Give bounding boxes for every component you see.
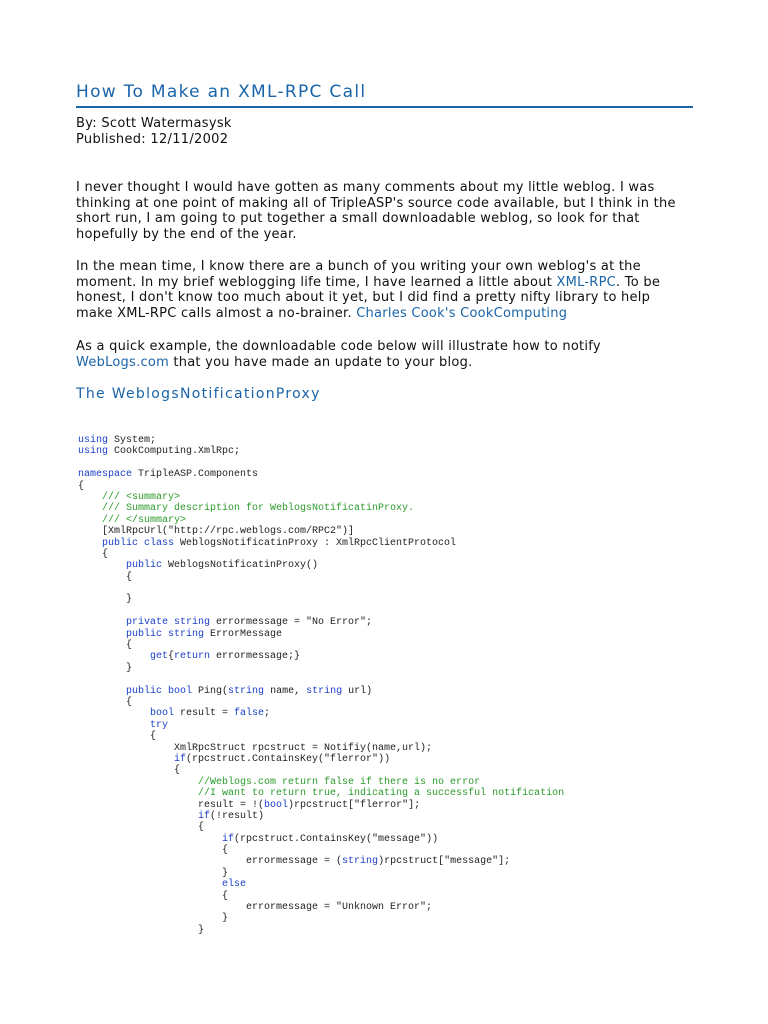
code-text: } [78,594,133,606]
code-keyword: if [78,753,187,765]
code-line [78,583,564,594]
article-title: How To Make an XML-RPC Call [76,82,367,102]
code-line [78,651,564,662]
code-text: { [78,640,133,652]
code-keyword: using [78,446,109,458]
code-text: Ping( [192,685,229,697]
paragraph-line [76,355,726,371]
code-text: } [78,867,229,879]
xml-rpc-link[interactable]: XML-RPC [556,274,616,290]
code-line [78,800,564,811]
code-text: { [78,571,133,583]
code-text: XmlRpcStruct rpcstruct = Notifiy(name,url); [78,742,433,754]
code-text: (rpcstruct.ContainsKey("flerror")) [186,753,391,765]
code-text: { [78,845,229,857]
code-keyword: private string [78,617,211,629]
code-line [78,868,564,879]
code-text: TripleASP.Components [132,469,259,481]
code-keyword: get [78,651,169,663]
code-line [78,788,564,799]
code-text: { [78,822,205,834]
code-text: result = !( [78,799,265,811]
code-text: { [78,731,157,743]
code-line [78,458,564,469]
code-comment: /// </summary> [78,514,187,526]
code-text: } [78,662,133,674]
code-line [78,446,564,457]
paragraph-example [76,339,726,370]
code-line [78,526,564,537]
code-line [78,629,564,640]
paragraph-line: hopefully by the end of the year. [76,227,297,243]
code-text: result = [174,708,235,720]
code-line [78,777,564,788]
code-text: { [168,651,175,663]
code-line [78,731,564,742]
code-line [78,925,564,936]
code-text: ErrorMessage [204,628,283,640]
code-comment: /// Summary description for WeblogsNotificatinProxy. [78,503,415,515]
code-line [78,435,564,446]
code-keyword: else [78,879,247,891]
code-line [78,720,564,731]
paragraph-line: I never thought I would have gotten as many comments about my little weblog. I was [76,180,655,195]
code-text: WeblogsNotificatinProxy() [162,560,319,572]
paragraph-xmlrpc [76,259,726,322]
code-text: errormessage;} [210,651,301,663]
code-keyword: try [78,719,169,731]
paragraph-line: In the mean time, I know there are a bunch of you writing your own weblog's at the [76,259,641,274]
code-line [78,492,564,503]
code-line [78,811,564,822]
code-keyword: bool [264,799,289,811]
code-line [78,674,564,685]
code-line [78,845,564,856]
code-text: { [78,696,133,708]
code-line [78,697,564,708]
code-line [78,663,564,674]
code-line [78,481,564,492]
section-heading: The WeblogsNotificationProxy [76,386,321,402]
weblogs-link[interactable]: WebLogs.com [76,354,169,370]
code-line [78,515,564,526]
code-text: System; [108,435,157,446]
code-text: (rpcstruct.ContainsKey("message")) [234,833,439,845]
code-line [78,879,564,890]
code-text: } [78,913,229,925]
code-line [78,606,564,617]
code-text: )rpcstruct["message"]; [378,856,511,868]
code-keyword: bool [78,708,175,720]
cookcomputing-link[interactable]: Charles Cook's CookComputing [356,306,568,322]
code-text: ; [264,708,271,720]
code-listing [78,435,564,936]
title-divider [76,106,693,108]
paragraph-line: thinking at one point of making all of TripleASP's source code available, but I think in the [76,195,676,211]
code-line [78,834,564,845]
code-line [78,743,564,754]
code-text: } [78,924,205,936]
code-line [78,754,564,765]
author-line: By: Scott Watermasysk [76,116,232,131]
code-line [78,913,564,924]
code-line [78,902,564,913]
code-text: { [78,890,229,902]
code-text: { [78,480,85,492]
code-line [78,686,564,697]
code-line [78,538,564,549]
code-keyword: if [78,833,235,845]
paragraph-text: moment. In my brief weblogging life time, I have learned a little about [76,274,557,290]
code-keyword: public class [78,537,175,549]
code-keyword: false [234,708,265,720]
code-keyword: public [78,560,163,572]
code-comment: //I want to return true, indicating a successful notification [78,788,565,800]
paragraph-text: . To be [615,274,661,290]
code-line [78,765,564,776]
code-text: (!result) [210,810,265,822]
code-keyword: if [78,810,211,822]
code-keyword: string [306,685,343,697]
paragraph-line: short run, I am going to put together a small downloadable weblog, so look for that [76,211,640,227]
article-meta [76,116,232,148]
paragraph-line: As a quick example, the downloadable code below will illustrate how to notify [76,339,601,354]
code-keyword: public bool [78,685,193,697]
code-line [78,549,564,560]
code-text: { [78,548,109,560]
code-text: errormessage = "No Error"; [210,617,373,629]
code-keyword: return [174,651,211,663]
code-line [78,572,564,583]
code-comment: /// <summary> [78,491,181,503]
paragraph-line [76,275,726,291]
code-keyword: string [342,856,379,868]
paragraph-line: honest, I don't know too much about it yet, but I did find a pretty nifty library to help [76,290,651,306]
code-line [78,822,564,833]
code-text: errormessage = ( [78,856,343,868]
code-keyword: namespace [78,469,133,481]
paragraph-intro [76,180,726,243]
code-text: CookComputing.XmlRpc; [108,446,241,458]
code-line [78,503,564,514]
code-text: name, [264,685,307,697]
code-text: url) [342,685,373,697]
code-line [78,891,564,902]
code-keyword: public string [78,628,205,640]
code-line [78,469,564,480]
code-line [78,856,564,867]
code-line [78,560,564,571]
code-keyword: using [78,435,109,446]
code-keyword: string [228,685,265,697]
code-comment: //Weblogs.com return false if there is no error [78,776,481,788]
code-line [78,594,564,605]
code-text: [XmlRpcUrl("http://rpc.weblogs.com/RPC2")] [78,526,355,538]
code-text: WeblogsNotificatinProxy : XmlRpcClientProtocol [174,537,457,549]
code-text: errormessage = "Unknown Error"; [78,902,433,914]
code-line [78,640,564,651]
code-line [78,708,564,719]
code-text: )rpcstruct["flerror"]; [288,799,421,811]
published-line: Published: 12/11/2002 [76,132,229,147]
paragraph-text: that you have made an update to your blog. [168,354,473,370]
code-text: { [78,765,181,777]
paragraph-text: make XML-RPC calls almost a no-brainer. [76,306,357,322]
paragraph-line [76,306,726,322]
code-line [78,617,564,628]
